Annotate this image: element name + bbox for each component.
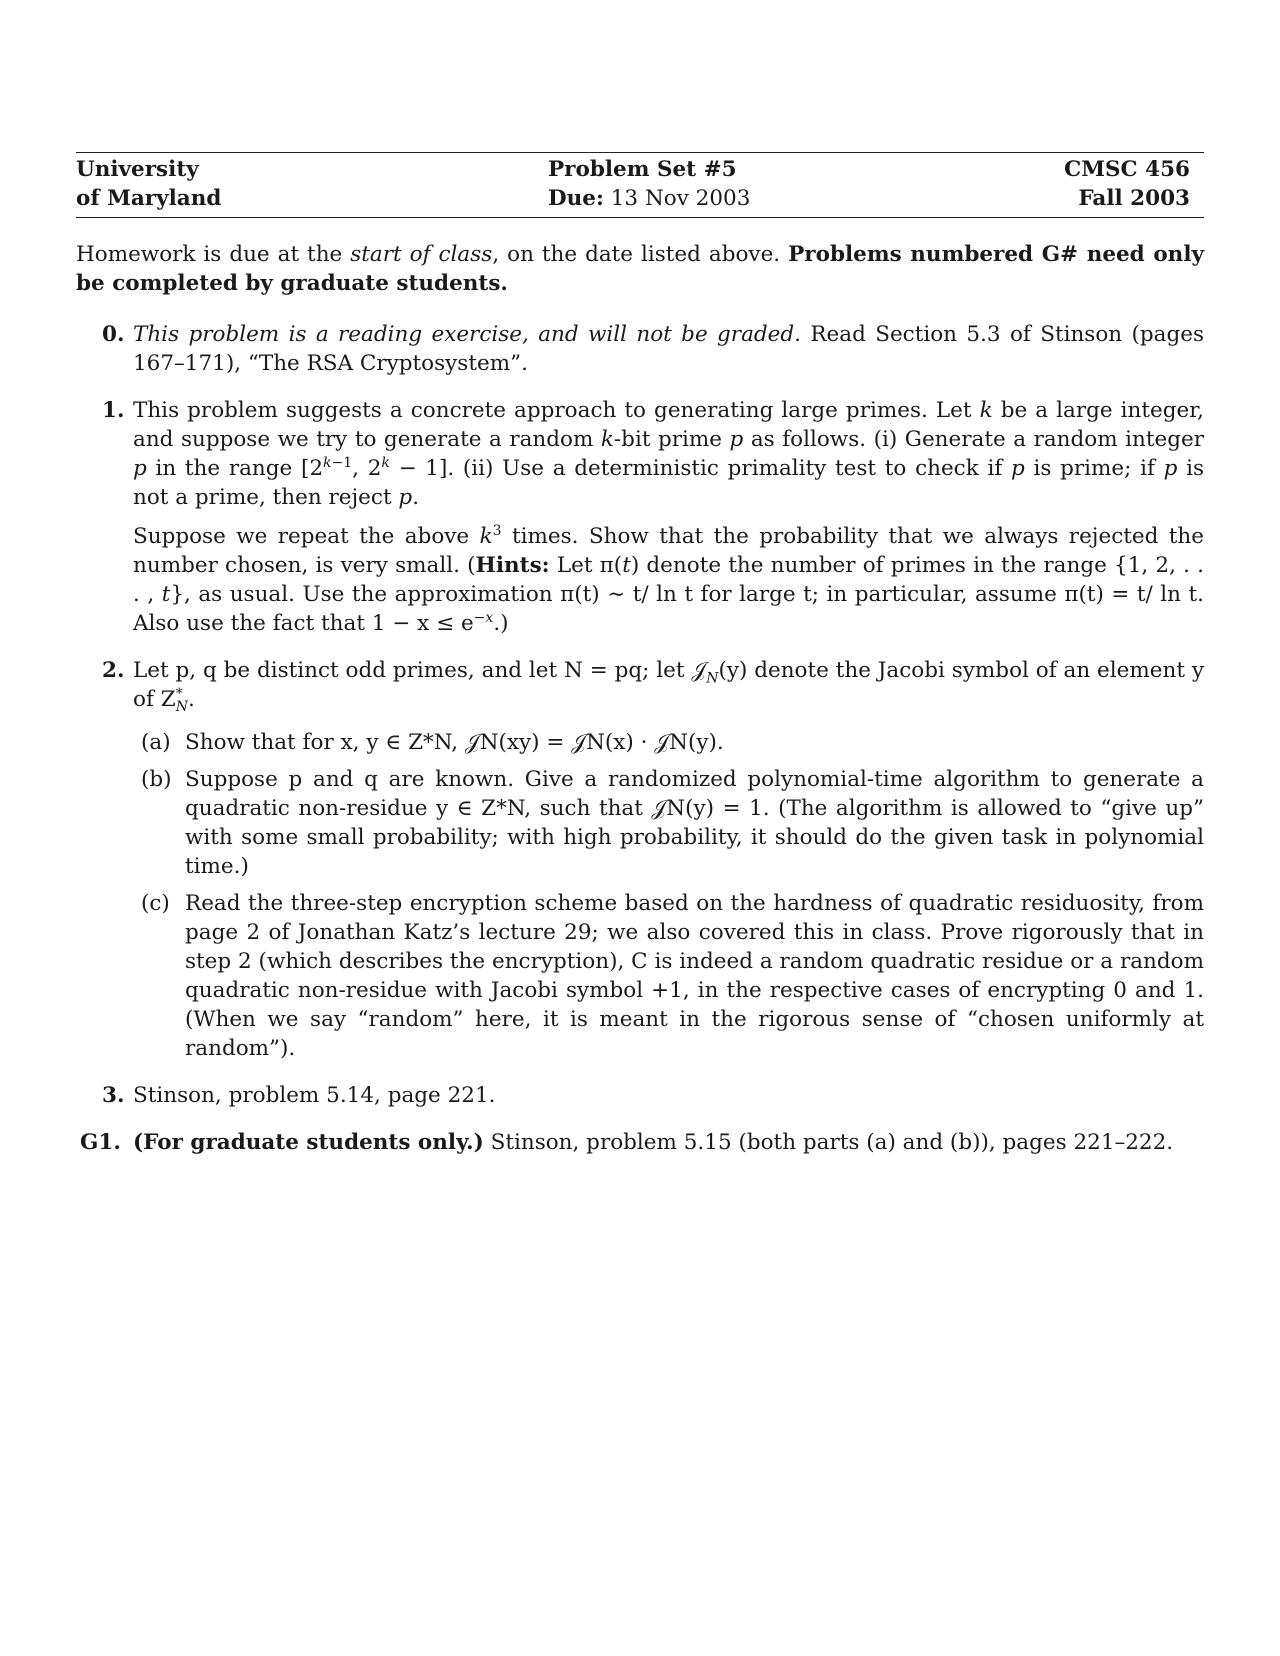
problem-2 xyxy=(76,656,1204,1063)
text-run: is prime; if xyxy=(1024,456,1164,481)
problem-number: 2. xyxy=(102,658,125,683)
subpart-text: Show that for x, y ∈ Z*N, 𝒥N(xy) = 𝒥N(x) · 𝒥N(y). xyxy=(185,730,724,755)
intro-text-1: Homework is due at the xyxy=(76,242,351,267)
header-right xyxy=(1064,155,1190,213)
subpart-label: (a) xyxy=(141,730,171,755)
header-left xyxy=(76,155,221,213)
header-term: Fall 2003 xyxy=(1078,186,1190,211)
problem-number: 0. xyxy=(102,322,125,347)
problem-g1 xyxy=(76,1128,1204,1157)
text-run: is not a prime, then reject xyxy=(133,456,1204,510)
text-run: be a large integer, and suppose we try to generate a random xyxy=(133,398,1204,452)
header-of-maryland: of Maryland xyxy=(76,186,222,211)
problem-2b xyxy=(133,765,1204,881)
intro-paragraph xyxy=(76,240,1204,298)
problem-2-statement: Let p, q be distinct odd primes, and let N = pq; let 𝒥$_N$(y) denote the Jacobi symbol of an element y of $Z^*_N$. xyxy=(133,658,1204,716)
problem-2c xyxy=(133,889,1204,1063)
intro-text-3: , on the date listed above. xyxy=(492,242,789,267)
header-center xyxy=(548,155,750,213)
hints-label: Hints: xyxy=(475,553,550,578)
document-header xyxy=(76,152,1204,218)
text-run: Suppose we repeat the above xyxy=(133,524,480,549)
problem-1 xyxy=(76,396,1204,638)
problem-2-subparts xyxy=(133,728,1204,1063)
text-run: , 2 xyxy=(352,456,382,481)
problem-2a xyxy=(133,728,1204,757)
text-run: as follows. (i) Generate a random integer xyxy=(743,427,1204,452)
text-run: ) denote the number of primes in the range {1, 2, . . . , xyxy=(133,553,1204,607)
header-problem-set: Problem Set #5 xyxy=(548,157,737,182)
subpart-label: (c) xyxy=(141,891,170,916)
text-run: . xyxy=(187,687,195,712)
text-run: − 1]. (ii) Use a deterministic primality test to check if xyxy=(389,456,1011,481)
problem-0-italic: This problem is a reading exercise, and will not be graded. xyxy=(133,322,801,347)
problem-1-paragraph-1: This problem suggests a concrete approach to generating large primes. Let k be a large integer, and suppose we try to generate a random k-bit prime p as follows. (i) Generate a random integer p in the range [$2^{k-1}$, $2^k - 1$]. (ii) Use a deterministic primality test to check if p is prime; if p is not a prime, then reject p. xyxy=(133,398,1204,510)
text-run: . xyxy=(412,485,420,510)
problem-g1-graduate-note: (For graduate students only.) xyxy=(133,1130,484,1155)
text-run: .) xyxy=(493,611,509,636)
problem-set-page xyxy=(76,152,1204,1175)
text-run: Let π( xyxy=(549,553,623,578)
text-run: }, as usual. Use the approximation π(t) ∼ t/ ln t for large t; in particular, assume π(t) = t/ ln t. Also use the fact that 1 − x ≤ e xyxy=(133,582,1204,636)
intro-graduate-note: Problems numbered G# need only be completed by graduate students. xyxy=(76,242,1204,296)
header-due-date: 13 Nov 2003 xyxy=(610,186,751,211)
intro-start-of-class: start of class xyxy=(350,242,493,267)
problem-1-paragraph-2: Suppose we repeat the above $k^3$ times. Show that the probability that we always rejected the number chosen, is very small. (Hints: Let π(t) denote the number of primes in the range {1, 2, . . . , t}, as usual. Use the approximation π(t) ∼ t/ ln t for large t; in particular, assume π(t) = t/ ln t. Also use the fact that $1 - x \le e^{-x}$.) xyxy=(133,522,1204,636)
problem-g1-text: Stinson, problem 5.15 (both parts (a) and (b)), pages 221–222. xyxy=(483,1130,1174,1155)
problem-0 xyxy=(76,320,1204,378)
text-run: (y) denote the Jacobi symbol of an element y of Z xyxy=(133,658,1204,712)
problem-number: G1. xyxy=(80,1130,121,1155)
header-course: CMSC 456 xyxy=(1064,157,1190,182)
subpart-text: Suppose p and q are known. Give a randomized polynomial-time algorithm to generate a quadratic non-residue y ∈ Z*N, such that 𝒥N(y) = 1. (The algorithm is allowed to “give up” with some small probability; with high probability, it should do the given task in polynomial time.) xyxy=(185,767,1204,879)
header-due-label: Due: xyxy=(548,186,604,211)
subpart-label: (b) xyxy=(141,767,172,792)
header-due xyxy=(548,184,750,213)
problem-list xyxy=(76,320,1204,1157)
text-run: in the range [2 xyxy=(146,456,324,481)
problem-3-text: Stinson, problem 5.14, page 221. xyxy=(133,1083,496,1108)
subpart-text: Read the three-step encryption scheme based on the hardness of quadratic residuosity, from page 2 of Jonathan Katz’s lecture 29; we also covered this in class. Prove rigorously that in step 2 (which describes the encryption), C is indeed a random quadratic residue or a random quadratic non-residue with Jacobi symbol +1, in the respective cases of encrypting 0 and 1. (When we say “random” here, it is meant in the rigorous sense of “chosen uniformly at random”). xyxy=(185,891,1204,1061)
problem-number: 3. xyxy=(102,1083,125,1108)
text-run: -bit prime xyxy=(613,427,730,452)
problem-3 xyxy=(76,1081,1204,1110)
problem-number: 1. xyxy=(102,398,125,423)
header-university: University xyxy=(76,157,199,182)
text-run: This problem suggests a concrete approach to generating large primes. Let xyxy=(133,398,980,423)
problem-0-text: Read Section 5.3 of Stinson (pages 167–171), “The RSA Cryptosystem”. xyxy=(133,322,1204,376)
text-run: Let p, q be distinct odd primes, and let N = pq; let 𝒥 xyxy=(133,658,707,683)
text-run: times. Show that the probability that we always rejected the number chosen, is very small. ( xyxy=(133,524,1204,578)
